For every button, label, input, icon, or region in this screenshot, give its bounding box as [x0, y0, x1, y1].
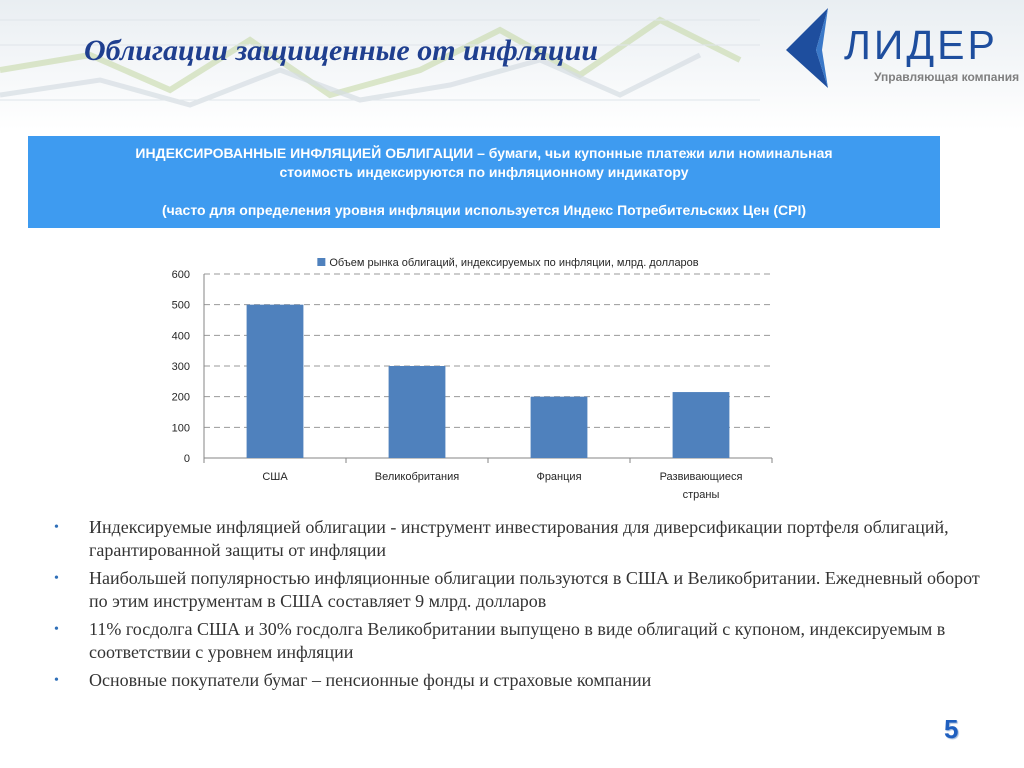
- bar: [389, 366, 446, 458]
- bar: [247, 305, 304, 458]
- legend-swatch: [317, 258, 325, 266]
- x-tick-label: Великобритания: [374, 471, 460, 483]
- bullet-item: [50, 618, 980, 664]
- company-logo: [782, 6, 1020, 90]
- y-tick-label: 200: [171, 391, 190, 404]
- y-tick-label: 600: [171, 269, 190, 281]
- definition-line-1b: стоимость индексируются по инфляционному индикатору: [279, 164, 689, 180]
- y-tick-label: 100: [171, 422, 190, 435]
- bullet-text: 11% госдолга США и 30% госдолга Великобритании выпущено в виде облигаций с купоном, индексируемым в соответствии с уровнем инфляции: [89, 619, 946, 662]
- y-tick-label: 300: [171, 361, 190, 373]
- x-tick-label: Развивающиеся: [659, 471, 743, 483]
- bar-chart: [160, 248, 780, 508]
- bullet-item: [50, 669, 980, 692]
- page-number: 5: [944, 714, 959, 744]
- x-tick-label: Франция: [536, 471, 582, 483]
- bullet-text: Наибольшей популярностью инфляционные облигации пользуются в США и Великобритании. Ежедневный оборот по этим инструментам в США составляет 9 млрд. долларов: [89, 568, 980, 611]
- y-tick-label: 0: [183, 453, 190, 465]
- x-tick-label: США: [262, 471, 288, 483]
- bullet-marker: •: [54, 520, 59, 535]
- y-tick-label: 400: [171, 330, 190, 343]
- definition-note: (часто для определения уровня инфляции используется Индекс Потребительских Цен (CPI): [161, 202, 807, 218]
- bullet-item: [50, 567, 980, 613]
- logo-subtitle: Управляющая компания: [874, 70, 1020, 84]
- bullet-text: Индексируемые инфляцией облигации - инструмент инвестирования для диверсификации портфеля облигаций, гарантированной защиты от инфляции: [89, 517, 949, 560]
- bullet-marker: •: [54, 622, 59, 637]
- bar: [673, 392, 730, 458]
- logo-arrow-icon: [782, 6, 852, 90]
- bullet-marker: •: [54, 673, 59, 688]
- bullet-item: [50, 516, 980, 562]
- definition-line-1: ИНДЕКСИРОВАННЫЕ ИНФЛЯЦИЕЙ ОБЛИГАЦИИ – бумаги, чьи купонные платежи или номинальная: [135, 145, 833, 161]
- bullet-marker: •: [54, 571, 59, 586]
- y-tick-label: 500: [171, 299, 190, 312]
- page-title: Облигации защищенные от инфляции: [84, 34, 599, 67]
- bullet-text: Основные покупатели бумаг – пенсионные фонды и страховые компании: [89, 670, 652, 690]
- x-tick-label: страны: [682, 489, 720, 501]
- logo-wordmark: ЛИДЕР: [844, 22, 998, 68]
- legend-label: Объем рынка облигаций, индексируемых по инфляции, млрд. долларов: [329, 257, 699, 269]
- bar: [531, 397, 588, 458]
- bullet-list: [50, 516, 980, 697]
- definition-box: [28, 136, 940, 228]
